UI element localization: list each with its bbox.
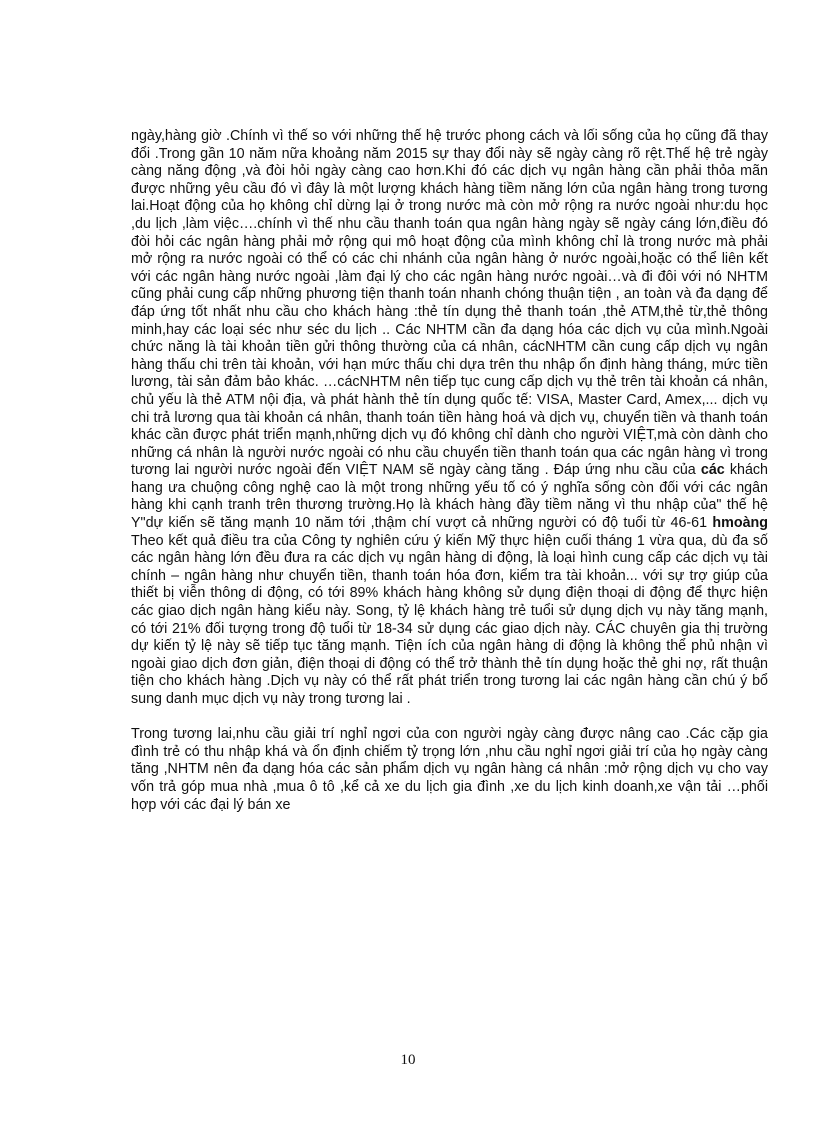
paragraph-1-segment-2: khách hang ưa chuộng công nghệ cao là một trong những yếu tố có ý nghĩa sống còn đối với các ngân hàng khi cạnh tranh trên thương trường.Họ là khách hàng đầy tiềm năng vì thu nhập của" thế hệ Y"dự kiến sẽ tăng mạnh 10 năm tới ,thậm chí vượt cả những người có độ tuổi từ 46-61 bbox=[131, 462, 769, 532]
bold-word-hmoang: hmoàng bbox=[712, 515, 768, 532]
paragraph-1 bbox=[131, 128, 768, 709]
bold-word-cac: các bbox=[700, 462, 725, 479]
paragraph-1-segment-3: Theo kết quả điều tra của Công ty nghiên cứu ý kiến Mỹ thực hiện cuối tháng 1 vừa qua, dù đa số các ngân hàng lớn đều đưa ra các dịch vụ ngân hàng di động, là loại hình cung cấp các dịch vụ tài chính – ngân hàng như chuyển tiền, thanh toán hóa đơn, kiểm tra tài khoản... với sự trợ giúp của thiết bị viễn thông di động, có tới 89% khách hàng không sử dụng điện thoại di động để thực hiện các giao dịch ngân hàng kiểu này. Song, tỷ lệ khách hàng trẻ tuổi sử dụng dịch vụ này tăng mạnh, có tới 21% đối tượng trong độ tuổi từ 18-34 sử dụng các giao dịch này. CÁC chuyên gia thị trường dự kiến tỷ lệ này sẽ tiếp tục tăng mạnh. Tiện ích của ngân hàng di động là không thể phủ nhận vì ngoài giao dịch đơn giản, điện thoại di động có thể trở thành thẻ tín dụng hoặc thẻ ghi nợ, rất thuận tiện cho khách hàng .Dịch vụ này có thể rất phát triển trong tương lai các ngân hàng cần chú ý bổ sung danh mục dịch vụ này trong tương lai . bbox=[131, 532, 768, 707]
paragraph-1-segment-1: ngày,hàng giờ .Chính vì thế so với những thế hệ trước phong cách và lối sống của họ cũng đã thay đổi .Trong gần 10 năm nữa khoảng năm 2015 sự thay đổi này sẽ ngày càng rõ rệt.Thế hệ trẻ ngày càng năng động ,và đòi hỏi ngày càng cao hơn.Khi đó các dịch vụ ngân hàng cần phải thỏa mãn được những yêu cầu đó vì đây là một lượng khách hàng tiềm năng lớn của ngân hàng trong tương lai.Hoạt động của họ không chỉ dừng lại ở trong nước mà còn mở rộng ra nước ngoài như:du học ,du lịch ,làm việc….chính vì thế nhu cầu thanh toán qua ngân hàng ngày sẽ ngày cáng lớn,điều đó đòi hỏi các ngân hàng phải mở rộng qui mô hoạt động của mình không chỉ là trong nước mà phải mở rộng ra nước ngoài có thể có các chi nhánh của ngân hàng ở nước ngoài,hoặc có thể liên kết với các ngân hàng nước ngoài ,làm đại lý cho các ngân hàng nước ngoài…và đi đôi với nó NHTM cũng phải cung cấp những phương tiện thanh toán nhanh chóng thuận tiện , an toàn và đa dạng để đáp ứng tốt nhất nhu cầu cho khách hàng :thẻ tín dụng thẻ thanh toán ,thẻ ATM,thẻ từ,thẻ thông minh,hay các loại séc như séc du lịch .. Các NHTM cần đa dạng hóa các dịch vụ của mình.Ngoài chức năng là tài khoản tiền gửi thông thường của cá nhân, cácNHTM cần cung cấp dịch vụ ngân hàng thấu chi trên tài khoản, với hạn mức thấu chi dựa trên thu nhập ổn định hàng tháng, mức tiền lương, tài sản đảm bảo khác. …cácNHTM nên tiếp tục cung cấp dịch vụ thẻ trên tài khoản cá nhân, chủ yếu là thẻ ATM nội địa, và phát hành thẻ tín dụng quốc tế: VISA, Master Card, Amex,... dịch vụ chi trả lương qua tài khoản cá nhân, thanh toán tiền hàng hoá và dịch vụ, chuyển tiền và thanh toán khác cần được phát triển mạnh,những dịch vụ đó không chỉ dành cho người VIỆT,mà còn dành cho những cá nhân là người nước ngoài có nhu cầu chuyển tiền thanh toán qua các ngân hàng vì trong tương lai người nước ngoài đến VIỆT NAM sẽ ngày càng tăng . Đáp ứng nhu cầu của bbox=[131, 128, 768, 479]
paragraph-2: Trong tương lai,nhu cầu giải trí nghỉ ngơi của con người ngày càng được nâng cao .Các cặp gia đình trẻ có thu nhập khá và ổn định chiếm tỷ trọng lớn ,nhu cầu nghỉ ngơi giải trí của họ ngày càng tăng ,NHTM nên đa dạng hóa các sản phẩm dịch vụ ngân hàng cá nhân :mở rộng dịch vụ cho vay vốn trả góp mua nhà ,mua ô tô ,kể cả xe du lịch gia đình ,xe du lịch kinh doanh,xe vận tải …phối hợp với các đại lý bán xe bbox=[131, 726, 768, 813]
page-number: 10 bbox=[400, 1052, 416, 1068]
body-text bbox=[131, 128, 768, 814]
